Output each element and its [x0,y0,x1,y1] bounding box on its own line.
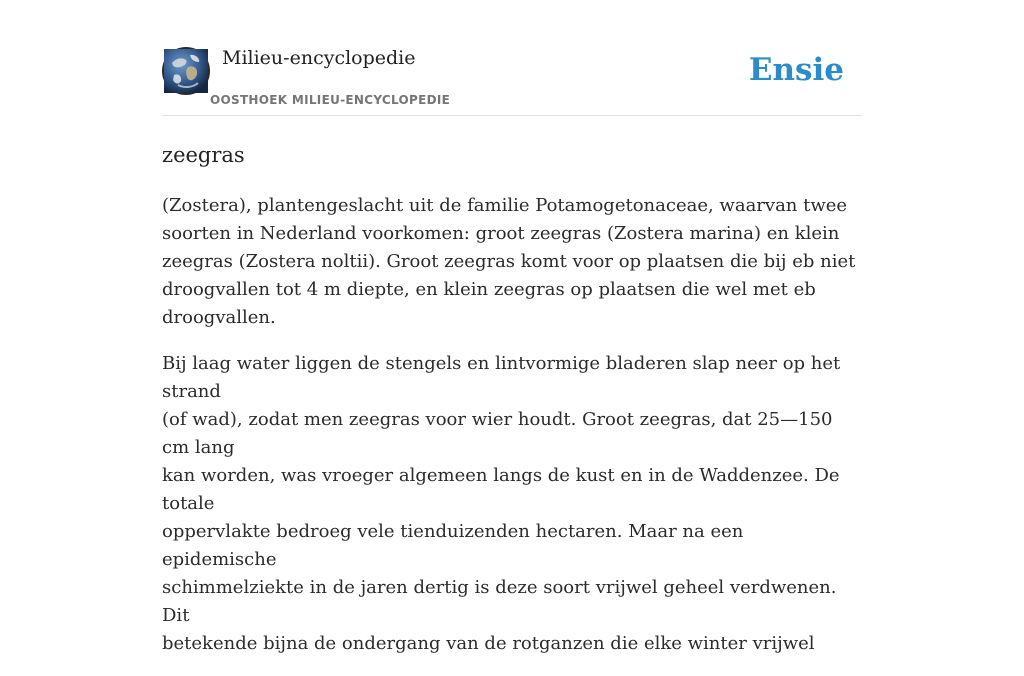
text-line: betekende bijna de ondergang van de rotganzen die elke winter vrijwel [162,633,815,654]
text-line: (Zostera), plantengeslacht uit de familie Potamogetonaceae, waarvan twee [162,195,848,216]
text-line: droogvallen tot 4 m diepte, en klein zeegras op plaatsen die wel met eb [162,279,816,300]
text-line: Bij laag water liggen de stengels en lintvormige bladeren slap neer op het strand [162,353,841,402]
site-name[interactable]: Milieu-encyclopedie [222,47,416,69]
text-line: zeegras (Zostera noltii). Groot zeegras komt voor op plaatsen die bij eb niet [162,251,856,272]
paragraph [162,192,862,332]
site-header [162,46,862,116]
paragraph [162,350,862,658]
text-line: droogvallen. [162,307,276,328]
site-subtitle: OOSTHOEK MILIEU-ENCYCLOPEDIE [210,93,451,107]
text-line: schimmelziekte in de jaren dertig is deze soort vrijwel geheel verdwenen. Dit [162,577,837,626]
text-line: kan worden, was vroeger algemeen langs de kust en in de Waddenzee. De totale [162,465,840,514]
ensie-brand-link[interactable]: Ensie [748,52,844,88]
article-body [162,192,862,676]
text-line: soorten in Nederland voorkomen: groot zeegras (Zostera marina) en klein [162,223,840,244]
page-title: zeegras [162,143,245,167]
text-line: oppervlakte bedroeg vele tienduizenden hectaren. Maar na een epidemische [162,521,744,570]
earth-globe-icon[interactable] [162,47,210,95]
text-line: (of wad), zodat men zeegras voor wier houdt. Groot zeegras, dat 25—150 cm lang [162,409,833,458]
